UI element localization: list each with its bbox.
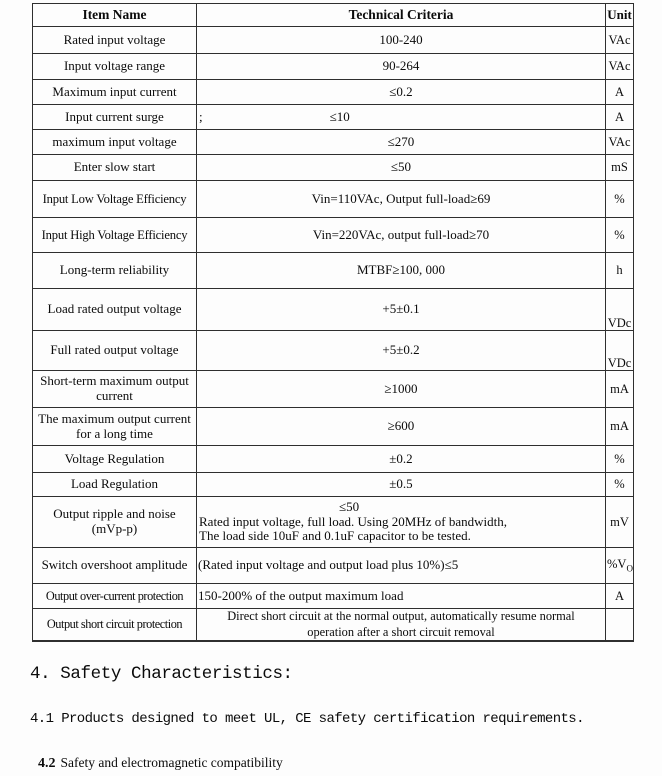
- table-row: [33, 181, 634, 218]
- unit-cell: mS: [606, 155, 634, 181]
- criteria-stray-semicolon: ;: [199, 108, 203, 124]
- criteria-cell: MTBF≥100, 000: [197, 253, 606, 289]
- item-cell: Enter slow start: [33, 155, 197, 181]
- table-row: [33, 331, 634, 371]
- item-cell: Switch overshoot amplitude: [33, 548, 197, 584]
- item-cell: Load Regulation: [33, 473, 197, 497]
- item-cell: The maximum output current for a long time: [33, 408, 197, 446]
- item-cell: Input Low Voltage Efficiency: [33, 181, 197, 218]
- unit-cell: mV: [606, 497, 634, 548]
- unit-cell: mA: [606, 408, 634, 446]
- item-cell: Input voltage range: [33, 54, 197, 80]
- criteria-cell: [197, 609, 606, 642]
- unit-cell: %: [606, 218, 634, 253]
- criteria-cell: (Rated input voltage and output load plus 10%)≤5: [197, 548, 606, 584]
- table-row: [33, 473, 634, 497]
- criteria-cell: ±0.2: [197, 446, 606, 473]
- table-row: [33, 80, 634, 105]
- criteria-cell: ≤0.2: [197, 80, 606, 105]
- item-cell: Long-term reliability: [33, 253, 197, 289]
- unit-base: %V: [607, 557, 627, 572]
- criteria-cell: 100-240: [197, 27, 606, 54]
- criteria-cell: +5±0.2: [197, 331, 606, 371]
- criteria-line-2: Rated input voltage, full load. Using 20MHz of bandwidth,: [199, 513, 507, 529]
- item-cell: Load rated output voltage: [33, 289, 197, 331]
- unit-cell: VDc: [606, 289, 634, 331]
- unit-cell: A: [606, 584, 634, 609]
- unit-subscript: O: [626, 563, 633, 574]
- section-heading-safety-characteristics: 4. Safety Characteristics:: [30, 664, 293, 684]
- item-cell: Maximum input current: [33, 80, 197, 105]
- item-cell: Output over-current protection: [33, 584, 197, 609]
- unit-cell: VAc: [606, 130, 634, 155]
- criteria-value: ≤10: [329, 108, 350, 124]
- criteria-cell: +5±0.1: [197, 289, 606, 331]
- item-cell: Rated input voltage: [33, 27, 197, 54]
- section-4-2-number: 4.2: [38, 756, 56, 771]
- header-technical-criteria: Technical Criteria: [197, 4, 606, 27]
- criteria-line-1: ≤50: [339, 498, 360, 514]
- criteria-line-2: operation after a short circuit removal: [307, 624, 495, 639]
- item-cell: Output ripple and noise (mVp-p): [33, 497, 197, 548]
- table-row: [33, 155, 634, 181]
- unit-cell: [606, 609, 634, 642]
- item-cell: Input current surge: [33, 105, 197, 130]
- item-cell: Full rated output voltage: [33, 331, 197, 371]
- criteria-cell: Vin=220VAc, output full-load≥70: [197, 218, 606, 253]
- table-row: [33, 54, 634, 80]
- item-cell: Input High Voltage Efficiency: [33, 218, 197, 253]
- unit-cell: A: [606, 105, 634, 130]
- unit-cell: VAc: [606, 54, 634, 80]
- section-4-2-text: Safety and electromagnetic compatibility: [60, 755, 283, 770]
- table-row: [33, 584, 634, 609]
- unit-cell: VAc: [606, 27, 634, 54]
- table-row: [33, 253, 634, 289]
- table-header-row: [33, 4, 634, 27]
- criteria-cell: ±0.5: [197, 473, 606, 497]
- unit-cell: %: [606, 446, 634, 473]
- criteria-cell: [197, 497, 606, 548]
- table-row: [33, 218, 634, 253]
- header-item-name: Item Name: [33, 4, 197, 27]
- item-cell: Voltage Regulation: [33, 446, 197, 473]
- table-row: [33, 289, 634, 331]
- unit-cell: %: [606, 473, 634, 497]
- unit-cell: [606, 548, 634, 584]
- criteria-line-1: Direct short circuit at the normal output, automatically resume normal: [227, 609, 575, 623]
- spec-table: [32, 3, 634, 642]
- criteria-cell: 150-200% of the output maximum load: [197, 584, 606, 609]
- criteria-cell: Vin=110VAc, Output full-load≥69: [197, 181, 606, 218]
- table-row: [33, 408, 634, 446]
- table-row: [33, 371, 634, 408]
- table-row: [33, 105, 634, 130]
- table-row: [33, 548, 634, 584]
- criteria-cell: ≤50: [197, 155, 606, 181]
- item-cell: Output short circuit protection: [33, 609, 197, 642]
- table-row: [33, 497, 634, 548]
- unit-cell: %: [606, 181, 634, 218]
- table-row: [33, 609, 634, 642]
- item-cell: Short-term maximum output current: [33, 371, 197, 408]
- criteria-cell: ≥1000: [197, 371, 606, 408]
- criteria-cell: 90-264: [197, 54, 606, 80]
- table-row: [33, 27, 634, 54]
- item-cell: maximum input voltage: [33, 130, 197, 155]
- criteria-cell: [197, 105, 606, 130]
- header-unit: Unit: [606, 4, 634, 27]
- unit-cell: mA: [606, 371, 634, 408]
- section-4-1-text: 4.1 Products designed to meet UL, CE safety certification requirements.: [30, 711, 584, 727]
- criteria-cell: ≥600: [197, 408, 606, 446]
- unit-cell: VDc: [606, 331, 634, 371]
- table-row: [33, 446, 634, 473]
- section-4-2: [38, 755, 283, 772]
- table-row: [33, 130, 634, 155]
- criteria-cell: ≤270: [197, 130, 606, 155]
- unit-cell: A: [606, 80, 634, 105]
- criteria-line-3: The load side 10uF and 0.1uF capacitor to be tested.: [199, 528, 471, 544]
- unit-cell: h: [606, 253, 634, 289]
